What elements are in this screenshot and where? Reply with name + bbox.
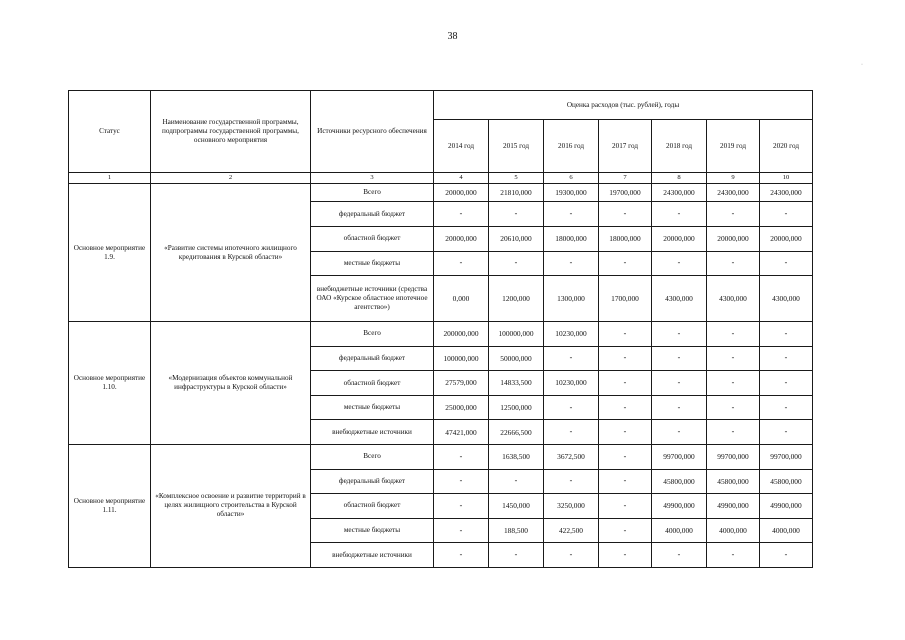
value-cell: 45800,000 [707, 469, 760, 494]
value-cell: 21810,000 [489, 184, 544, 202]
value-cell: 22666,500 [489, 420, 544, 445]
value-cell: - [652, 371, 707, 396]
value-cell: - [544, 469, 599, 494]
value-cell: 20000,000 [434, 184, 489, 202]
header-name: Наименование государственной программы, подпрограммы государственной программы, основного мероприятия [151, 91, 311, 173]
value-cell: 3672,500 [544, 444, 599, 469]
table-row [69, 322, 813, 347]
column-number: 3 [311, 173, 434, 184]
value-cell: - [760, 395, 813, 420]
status-cell: Основное мероприятие 1.9. [69, 184, 151, 322]
source-cell: федеральный бюджет [311, 202, 434, 227]
value-cell: - [544, 251, 599, 276]
value-cell: - [707, 202, 760, 227]
value-cell: 45800,000 [760, 469, 813, 494]
value-cell: - [489, 251, 544, 276]
table-row [69, 184, 813, 202]
program-name-cell: «Развитие системы ипотечного жилищного кредитования в Курской области» [151, 184, 311, 322]
value-cell: - [652, 251, 707, 276]
value-cell: 10230,000 [544, 371, 599, 396]
value-cell: 24300,000 [760, 184, 813, 202]
value-cell: - [544, 420, 599, 445]
value-cell: - [707, 371, 760, 396]
value-cell: - [599, 469, 652, 494]
value-cell: 19700,000 [599, 184, 652, 202]
header-year: 2018 год [652, 120, 707, 173]
source-cell: областной бюджет [311, 371, 434, 396]
value-cell: 49900,000 [707, 494, 760, 519]
value-cell: 20610,000 [489, 226, 544, 251]
value-cell: - [760, 251, 813, 276]
value-cell: - [707, 395, 760, 420]
table-header [69, 91, 813, 184]
value-cell: - [707, 346, 760, 371]
value-cell: 4300,000 [652, 276, 707, 322]
value-cell: - [434, 518, 489, 543]
value-cell: - [544, 395, 599, 420]
value-cell: - [434, 444, 489, 469]
source-cell: внебюджетные источники (средства ОАО «Курское областное ипотечное агентство») [311, 276, 434, 322]
header-year: 2015 год [489, 120, 544, 173]
value-cell: 20000,000 [760, 226, 813, 251]
value-cell: 49900,000 [760, 494, 813, 519]
value-cell: - [652, 322, 707, 347]
value-cell: 4000,000 [760, 518, 813, 543]
source-cell: Всего [311, 444, 434, 469]
value-cell: - [760, 420, 813, 445]
value-cell: 20000,000 [652, 226, 707, 251]
value-cell: 0,000 [434, 276, 489, 322]
column-number: 10 [760, 173, 813, 184]
value-cell: - [760, 371, 813, 396]
value-cell: - [544, 346, 599, 371]
value-cell: 25000,000 [434, 395, 489, 420]
status-cell: Основное мероприятие 1.10. [69, 322, 151, 445]
value-cell: 4000,000 [652, 518, 707, 543]
header-year: 2019 год [707, 120, 760, 173]
value-cell: 200000,000 [434, 322, 489, 347]
value-cell: - [599, 251, 652, 276]
value-cell: - [599, 322, 652, 347]
source-cell: местные бюджеты [311, 518, 434, 543]
column-number: 5 [489, 173, 544, 184]
value-cell: 4000,000 [707, 518, 760, 543]
value-cell: 18000,000 [599, 226, 652, 251]
value-cell: - [434, 251, 489, 276]
source-cell: федеральный бюджет [311, 346, 434, 371]
value-cell: - [599, 371, 652, 396]
value-cell: - [652, 543, 707, 568]
value-cell: 1638,500 [489, 444, 544, 469]
column-number: 4 [434, 173, 489, 184]
value-cell: 50000,000 [489, 346, 544, 371]
value-cell: 4300,000 [707, 276, 760, 322]
program-name-cell: «Комплексное освоение и развитие территорий в целях жилищного строительства в Курской области» [151, 444, 311, 567]
program-name-cell: «Модернизация объектов коммунальной инфраструктуры в Курской области» [151, 322, 311, 445]
value-cell: - [544, 543, 599, 568]
column-number: 2 [151, 173, 311, 184]
value-cell: 49900,000 [652, 494, 707, 519]
source-cell: местные бюджеты [311, 395, 434, 420]
value-cell: 422,500 [544, 518, 599, 543]
value-cell: 47421,000 [434, 420, 489, 445]
value-cell: 100000,000 [489, 322, 544, 347]
value-cell: - [599, 202, 652, 227]
header-year: 2020 год [760, 120, 813, 173]
column-number: 6 [544, 173, 599, 184]
header-estimate: Оценка расходов (тыс. рублей), годы [434, 91, 813, 120]
value-cell: 24300,000 [652, 184, 707, 202]
value-cell: - [652, 346, 707, 371]
value-cell: 99700,000 [652, 444, 707, 469]
value-cell: - [434, 202, 489, 227]
table-body [69, 184, 813, 568]
value-cell: - [489, 543, 544, 568]
value-cell: - [652, 420, 707, 445]
value-cell: 1300,000 [544, 276, 599, 322]
header-year: 2016 год [544, 120, 599, 173]
value-cell: - [652, 202, 707, 227]
value-cell: - [599, 346, 652, 371]
value-cell: - [434, 469, 489, 494]
value-cell: 4300,000 [760, 276, 813, 322]
value-cell: 12500,000 [489, 395, 544, 420]
source-cell: внебюджетные источники [311, 420, 434, 445]
value-cell: - [434, 543, 489, 568]
value-cell: - [544, 202, 599, 227]
value-cell: - [599, 494, 652, 519]
value-cell: 20000,000 [707, 226, 760, 251]
value-cell: - [760, 322, 813, 347]
source-cell: областной бюджет [311, 494, 434, 519]
value-cell: 99700,000 [707, 444, 760, 469]
value-cell: - [599, 543, 652, 568]
value-cell: - [599, 444, 652, 469]
value-cell: - [760, 346, 813, 371]
header-year: 2014 год [434, 120, 489, 173]
header-sources: Источники ресурсного обеспечения [311, 91, 434, 173]
value-cell: 18000,000 [544, 226, 599, 251]
value-cell: 10230,000 [544, 322, 599, 347]
source-cell: Всего [311, 322, 434, 347]
header-year: 2017 год [599, 120, 652, 173]
value-cell: - [599, 420, 652, 445]
value-cell: - [599, 395, 652, 420]
value-cell: - [707, 420, 760, 445]
value-cell: 1450,000 [489, 494, 544, 519]
value-cell: - [707, 251, 760, 276]
value-cell: 45800,000 [652, 469, 707, 494]
value-cell: 188,500 [489, 518, 544, 543]
source-cell: внебюджетные источники [311, 543, 434, 568]
header-status: Статус [69, 91, 151, 173]
value-cell: - [707, 322, 760, 347]
column-number: 1 [69, 173, 151, 184]
status-cell: Основное мероприятие 1.11. [69, 444, 151, 567]
value-cell: 24300,000 [707, 184, 760, 202]
value-cell: 1700,000 [599, 276, 652, 322]
column-number: 7 [599, 173, 652, 184]
value-cell: - [599, 518, 652, 543]
source-cell: местные бюджеты [311, 251, 434, 276]
column-number: 9 [707, 173, 760, 184]
table-row [69, 444, 813, 469]
value-cell: - [760, 543, 813, 568]
source-cell: Всего [311, 184, 434, 202]
value-cell: 100000,000 [434, 346, 489, 371]
value-cell: 14833,500 [489, 371, 544, 396]
value-cell: 27579,000 [434, 371, 489, 396]
value-cell: - [489, 469, 544, 494]
value-cell: - [707, 543, 760, 568]
value-cell: 1200,000 [489, 276, 544, 322]
value-cell: - [652, 395, 707, 420]
source-cell: областной бюджет [311, 226, 434, 251]
page-number: 38 [447, 31, 458, 42]
value-cell: 99700,000 [760, 444, 813, 469]
value-cell: 19300,000 [544, 184, 599, 202]
budget-table [68, 90, 813, 568]
margin-mark: · [861, 62, 863, 68]
value-cell: - [760, 202, 813, 227]
value-cell: - [489, 202, 544, 227]
value-cell: 20000,000 [434, 226, 489, 251]
column-number: 8 [652, 173, 707, 184]
value-cell: 3250,000 [544, 494, 599, 519]
value-cell: - [434, 494, 489, 519]
source-cell: федеральный бюджет [311, 469, 434, 494]
